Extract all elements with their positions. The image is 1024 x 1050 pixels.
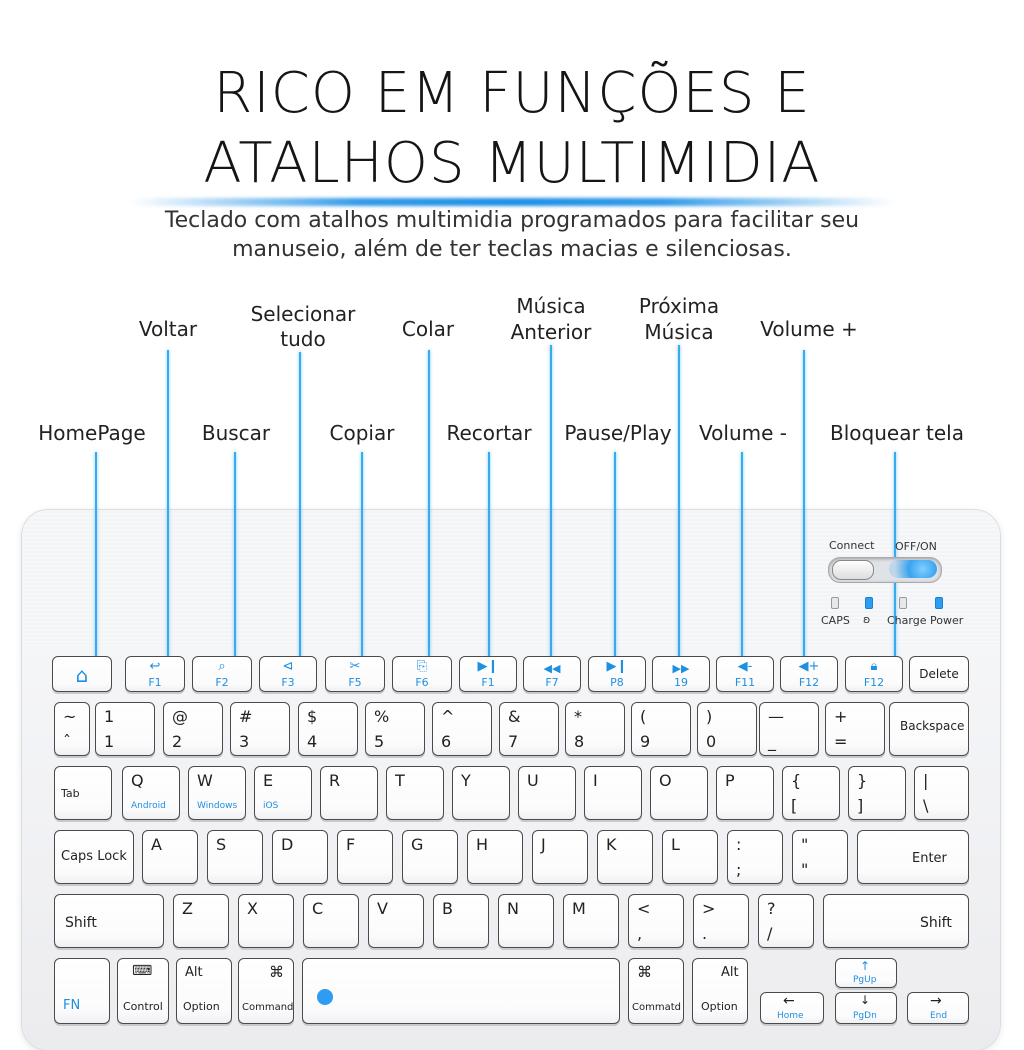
key-row4-3-primary-label: C <box>312 899 324 918</box>
key-row3-3-primary-label: D <box>281 835 294 854</box>
key-f3-select-all[interactable] <box>259 656 317 692</box>
key-row3-8-primary-label: K <box>606 835 617 854</box>
key-row1-5[interactable] <box>365 702 425 756</box>
key-row4-9-secondary-label: . <box>702 924 708 943</box>
key-row3-11[interactable] <box>792 830 848 884</box>
key-option-right[interactable] <box>692 958 748 1024</box>
key-f12-lock[interactable] <box>845 656 903 692</box>
key-row3-10[interactable] <box>727 830 783 884</box>
key-arrow-left[interactable] <box>760 992 824 1024</box>
connect-knob[interactable] <box>832 560 874 580</box>
key-command-left[interactable] <box>238 958 294 1024</box>
key-f5-label: F5 <box>348 676 362 689</box>
key-row1-10-primary-label: ) <box>706 707 713 726</box>
key-row2-1-secondary-label: Android <box>131 801 166 811</box>
key-shift-right[interactable] <box>823 894 969 948</box>
charge-indicator-label: Charge <box>887 614 927 627</box>
key-row1-4-secondary-label: 4 <box>307 732 318 751</box>
lock-icon: 🔒︎ <box>870 659 878 674</box>
key-row4-1-primary-label: Z <box>182 899 193 918</box>
bluetooth-icon <box>317 989 333 1005</box>
key-tab[interactable] <box>54 766 112 820</box>
key-f5-copy[interactable] <box>325 656 385 692</box>
key-row2-9-primary-label: O <box>659 771 672 790</box>
key-row1-2-primary-label: @ <box>172 707 188 726</box>
key-row1-8-primary-label: * <box>574 707 582 726</box>
power-led <box>935 597 943 609</box>
bluetooth-icon: ʚ <box>863 613 871 626</box>
charge-led <box>899 597 907 609</box>
key-caps-lock[interactable] <box>54 830 134 884</box>
accent-glow-divider <box>130 198 894 206</box>
key-row2-2-secondary-label: Windows <box>197 801 238 811</box>
key-row2-11[interactable] <box>782 766 840 820</box>
key-row1-11-secondary-label: _ <box>768 732 776 751</box>
key-backspace-primary-label: Backspace <box>900 719 965 733</box>
key-f9-label: 19 <box>674 676 688 689</box>
key-enter-primary-label: Enter <box>912 851 947 866</box>
volume-up-icon: ◀+ <box>798 659 820 674</box>
key-row4-10-primary-label: ? <box>767 899 776 918</box>
key-arrow-left-secondary-label: Home <box>777 1011 804 1021</box>
key-arrow-right-secondary-label: End <box>930 1011 948 1021</box>
power-switch[interactable] <box>828 557 942 583</box>
next-track-icon: ▶▶ <box>672 662 690 675</box>
copy-icon: ✂ <box>349 659 361 674</box>
key-row3-8[interactable] <box>597 830 653 884</box>
key-row4-8-secondary-label: , <box>637 924 643 943</box>
label-buscar: Buscar <box>201 421 271 445</box>
callout-line-voltar <box>167 350 169 657</box>
key-row3-4[interactable] <box>337 830 393 884</box>
key-row3-4-primary-label: F <box>346 835 356 854</box>
key-row3-1[interactable] <box>142 830 198 884</box>
prev-track-icon: ◀◀ <box>543 662 561 675</box>
key-option-left-secondary-label: Option <box>183 1000 220 1013</box>
label-volume-plus: Volume + <box>760 317 858 341</box>
key-row1-1[interactable] <box>95 702 155 756</box>
callout-line-recortar <box>488 452 490 657</box>
key-row4-10[interactable] <box>758 894 814 948</box>
key-row1-3-primary-label: # <box>239 707 253 726</box>
key-delete[interactable] <box>909 656 969 692</box>
key-row1-3-secondary-label: 3 <box>239 732 250 751</box>
key-row4-4[interactable] <box>368 894 424 948</box>
power-indicator-label: Power <box>930 614 964 627</box>
key-row1-10-secondary-label: 0 <box>706 732 717 751</box>
key-row1-0-secondary-label: ˆ <box>63 732 71 751</box>
key-row2-2-primary-label: W <box>197 771 213 790</box>
key-row1-5-primary-label: % <box>374 707 390 726</box>
connect-label: Connect <box>829 539 875 552</box>
key-arrow-right-primary-label: → <box>930 993 942 1009</box>
callout-line-proxima <box>678 345 680 657</box>
key-row1-6-secondary-label: 6 <box>441 732 452 751</box>
subtitle-line-2: manuseio, além de ter teclas macias e silenciosas. <box>232 237 792 262</box>
label-copiar: Copiar <box>329 421 395 445</box>
key-row2-3-secondary-label: iOS <box>263 801 279 811</box>
key-row1-9[interactable] <box>631 702 691 756</box>
key-arrow-left-primary-label: ← <box>783 993 795 1009</box>
key-f1-label: F1 <box>148 676 162 689</box>
key-row1-7-secondary-label: 7 <box>508 732 519 751</box>
caps-indicator-label: CAPS <box>821 614 850 627</box>
key-f7-prev[interactable] <box>523 656 581 692</box>
key-f3-label: F3 <box>281 676 295 689</box>
key-row4-2-primary-label: X <box>247 899 258 918</box>
key-f1-back[interactable] <box>125 656 185 692</box>
key-row3-7[interactable] <box>532 830 588 884</box>
key-command-right-secondary-label: Commatd <box>632 1002 681 1013</box>
label-selecionar-1: Selecionar <box>250 302 356 326</box>
key-row1-0-primary-label: ~ <box>63 707 77 726</box>
key-caps-lock-primary-label: Caps Lock <box>61 849 127 864</box>
key-f12-label: F12 <box>798 676 820 689</box>
key-row4-9-primary-label: > <box>702 899 716 918</box>
key-row2-6[interactable] <box>452 766 510 820</box>
volume-down-icon: ◀- <box>737 659 753 674</box>
key-cut-label: F1 <box>481 676 495 689</box>
key-row3-2-primary-label: S <box>216 835 227 854</box>
play-pause-icon: ▶❙ <box>606 659 628 674</box>
key-row4-6-primary-label: N <box>507 899 519 918</box>
key-row3-5-primary-label: G <box>411 835 424 854</box>
key-f9-next[interactable] <box>652 656 710 692</box>
label-bloquear-tela: Bloquear tela <box>830 421 964 445</box>
key-row3-10-secondary-label: ; <box>736 860 742 879</box>
key-row3-9[interactable] <box>662 830 718 884</box>
key-row4-6[interactable] <box>498 894 554 948</box>
key-row2-13-primary-label: | <box>923 771 929 790</box>
key-arrow-up[interactable] <box>835 958 897 988</box>
key-fn[interactable] <box>54 958 110 1024</box>
key-row3-10-primary-label: : <box>736 835 742 854</box>
key-row2-7-primary-label: U <box>527 771 539 790</box>
key-row1-12-secondary-label: = <box>834 732 848 751</box>
key-row2-7[interactable] <box>518 766 576 820</box>
label-colar: Colar <box>401 317 455 341</box>
key-row1-8[interactable] <box>565 702 625 756</box>
key-row3-11-secondary-label: " <box>801 860 809 879</box>
label-pause-play: Pause/Play <box>564 421 672 445</box>
label-selecionar-2: tudo <box>280 327 326 351</box>
key-row2-11-secondary-label: [ <box>791 796 798 815</box>
key-row1-9-secondary-label: 9 <box>640 732 651 751</box>
key-row4-7[interactable] <box>563 894 619 948</box>
key-row2-3[interactable] <box>254 766 312 820</box>
key-row2-2[interactable] <box>188 766 246 820</box>
key-row2-10-primary-label: P <box>725 771 735 790</box>
key-row2-8-primary-label: I <box>593 771 598 790</box>
key-row2-11-primary-label: { <box>791 771 802 790</box>
select-all-icon: ⊲ <box>282 659 294 674</box>
callout-line-volume-plus <box>803 350 805 657</box>
key-row1-2[interactable] <box>163 702 223 756</box>
paste-icon: ⎘ <box>416 659 428 674</box>
key-option-left-primary-label: Alt <box>185 965 203 980</box>
key-row2-5-primary-label: T <box>395 771 405 790</box>
callout-line-homepage <box>95 452 97 657</box>
key-f7-label: F7 <box>545 676 559 689</box>
key-row1-11[interactable] <box>759 702 819 756</box>
key-row1-0[interactable] <box>54 702 90 756</box>
key-row4-7-primary-label: M <box>572 899 586 918</box>
key-row2-4[interactable] <box>320 766 378 820</box>
key-f6-label: F6 <box>415 676 429 689</box>
key-f6-paste[interactable] <box>392 656 452 692</box>
key-row4-9[interactable] <box>693 894 749 948</box>
key-control-secondary-label: Control <box>123 1000 163 1013</box>
callout-line-musica-anterior <box>550 345 552 657</box>
key-row3-6-primary-label: H <box>476 835 489 854</box>
key-command-left-primary-label: ⌘ <box>269 963 284 981</box>
key-row2-9[interactable] <box>650 766 708 820</box>
key-row4-5-primary-label: B <box>442 899 453 918</box>
search-icon: ⌕ <box>218 659 226 674</box>
key-row4-8[interactable] <box>628 894 684 948</box>
key-row1-4[interactable] <box>298 702 358 756</box>
headline-line-2: ATALHOS MULTIMIDIA <box>203 131 821 196</box>
key-f12-volume-up[interactable] <box>780 656 838 692</box>
key-option-right-primary-label: Alt <box>721 965 739 980</box>
key-row1-8-secondary-label: 8 <box>574 732 585 751</box>
key-option-right-secondary-label: Option <box>701 1000 738 1013</box>
label-musica-anterior-2: Anterior <box>510 320 592 344</box>
key-arrow-up-secondary-label: PgUp <box>853 975 877 985</box>
key-f2-label: F2 <box>215 676 229 689</box>
key-arrow-up-primary-label: ↑ <box>860 959 871 973</box>
key-row1-1-primary-label: 1 <box>104 707 115 726</box>
power-switch-glow <box>889 560 937 578</box>
callout-line-selecionar <box>299 352 301 657</box>
cut-icon: ▶❙ <box>477 659 499 674</box>
key-row1-4-primary-label: $ <box>307 707 318 726</box>
headline-line-1: RICO EM FUNÇÕES E <box>213 61 811 126</box>
label-recortar: Recortar <box>446 421 532 445</box>
label-volume-minus: Volume - <box>699 421 787 445</box>
key-row2-12-primary-label: } <box>857 771 868 790</box>
key-row4-1[interactable] <box>173 894 229 948</box>
key-row2-6-primary-label: Y <box>461 771 471 790</box>
key-row2-10[interactable] <box>716 766 774 820</box>
key-delete-label: Delete <box>919 667 959 681</box>
key-row4-8-primary-label: < <box>637 899 651 918</box>
key-row1-7-primary-label: & <box>508 707 521 726</box>
key-row1-7[interactable] <box>499 702 559 756</box>
key-row4-4-primary-label: V <box>377 899 388 918</box>
key-enter[interactable] <box>857 830 969 884</box>
callout-line-volume-minus <box>741 452 743 657</box>
key-f8-play-pause[interactable] <box>588 656 646 692</box>
key-row3-6[interactable] <box>467 830 523 884</box>
key-row4-5[interactable] <box>433 894 489 948</box>
key-row3-5[interactable] <box>402 830 458 884</box>
home-icon: ⌂ <box>75 663 89 687</box>
key-command-right-primary-label: ⌘ <box>637 963 652 981</box>
callout-line-pause-play <box>614 452 616 657</box>
key-row1-9-primary-label: ( <box>640 707 647 726</box>
key-row3-9-primary-label: L <box>671 835 680 854</box>
key-row2-4-primary-label: R <box>329 771 341 790</box>
key-shift-left-primary-label: Shift <box>65 915 97 931</box>
key-row1-12-primary-label: + <box>834 707 848 726</box>
key-arrow-down-primary-label: ↓ <box>860 993 871 1007</box>
key-space[interactable] <box>302 958 620 1024</box>
back-icon: ↩ <box>149 659 161 674</box>
key-control[interactable] <box>117 958 169 1024</box>
key-f11-label: F11 <box>734 676 756 689</box>
key-command-left-secondary-label: Command <box>242 1002 294 1013</box>
key-backspace[interactable] <box>889 702 969 756</box>
key-row2-5[interactable] <box>386 766 444 820</box>
key-row4-10-secondary-label: / <box>767 924 773 943</box>
key-tab-primary-label: Tab <box>61 787 80 800</box>
key-arrow-down-secondary-label: PgDn <box>853 1011 877 1021</box>
key-f8-label: P8 <box>610 676 624 689</box>
key-row1-12[interactable] <box>825 702 885 756</box>
key-row2-1-primary-label: Q <box>131 771 144 790</box>
callout-line-colar <box>428 350 430 657</box>
key-row1-2-secondary-label: 2 <box>172 732 183 751</box>
key-row2-12[interactable] <box>848 766 906 820</box>
key-control-primary-label: ⌨ <box>132 963 153 979</box>
key-row2-12-secondary-label: ] <box>857 796 864 815</box>
key-fn-secondary-label: FN <box>63 998 81 1013</box>
caps-led <box>831 597 839 609</box>
key-row1-6[interactable] <box>432 702 492 756</box>
key-lock-label: F12 <box>863 676 885 689</box>
key-row2-13[interactable] <box>914 766 969 820</box>
key-row3-1-primary-label: A <box>151 835 162 854</box>
key-row1-10[interactable] <box>697 702 757 756</box>
key-shift-left[interactable] <box>54 894 164 948</box>
key-row3-3[interactable] <box>272 830 328 884</box>
callout-line-buscar <box>234 452 236 657</box>
label-proxima-1: Próxima <box>638 294 720 318</box>
subtitle-line-1: Teclado com atalhos multimidia programados para facilitar seu <box>164 208 860 233</box>
label-homepage: HomePage <box>38 421 146 445</box>
key-f11-volume-down[interactable] <box>716 656 774 692</box>
key-row4-2[interactable] <box>238 894 294 948</box>
key-arrow-right[interactable] <box>907 992 969 1024</box>
offon-label: OFF/ON <box>895 540 937 553</box>
key-command-right[interactable] <box>628 958 684 1024</box>
label-proxima-2: Música <box>644 320 714 344</box>
key-row3-2[interactable] <box>207 830 263 884</box>
label-voltar: Voltar <box>138 317 198 341</box>
key-homepage[interactable] <box>52 656 112 692</box>
key-row2-8[interactable] <box>584 766 642 820</box>
label-musica-anterior-1: Música <box>516 294 586 318</box>
key-row1-5-secondary-label: 5 <box>374 732 385 751</box>
key-row2-13-secondary-label: \ <box>923 796 929 815</box>
key-shift-right-primary-label: Shift <box>920 915 952 931</box>
key-row1-6-primary-label: ^ <box>441 707 455 726</box>
key-row3-7-primary-label: J <box>541 835 546 854</box>
key-arrow-down[interactable] <box>835 992 897 1024</box>
key-row1-11-primary-label: — <box>768 707 784 726</box>
key-row1-3[interactable] <box>230 702 290 756</box>
key-row1-1-secondary-label: 1 <box>104 732 115 751</box>
callout-line-copiar <box>361 452 363 657</box>
key-f1-cut[interactable] <box>459 656 517 692</box>
key-row2-1[interactable] <box>122 766 180 820</box>
key-row3-11-primary-label: " <box>801 835 809 854</box>
key-row2-3-primary-label: E <box>263 771 274 790</box>
key-f2-search[interactable] <box>192 656 252 692</box>
bluetooth-led <box>865 597 873 609</box>
key-option-left[interactable] <box>176 958 232 1024</box>
key-row4-3[interactable] <box>303 894 359 948</box>
